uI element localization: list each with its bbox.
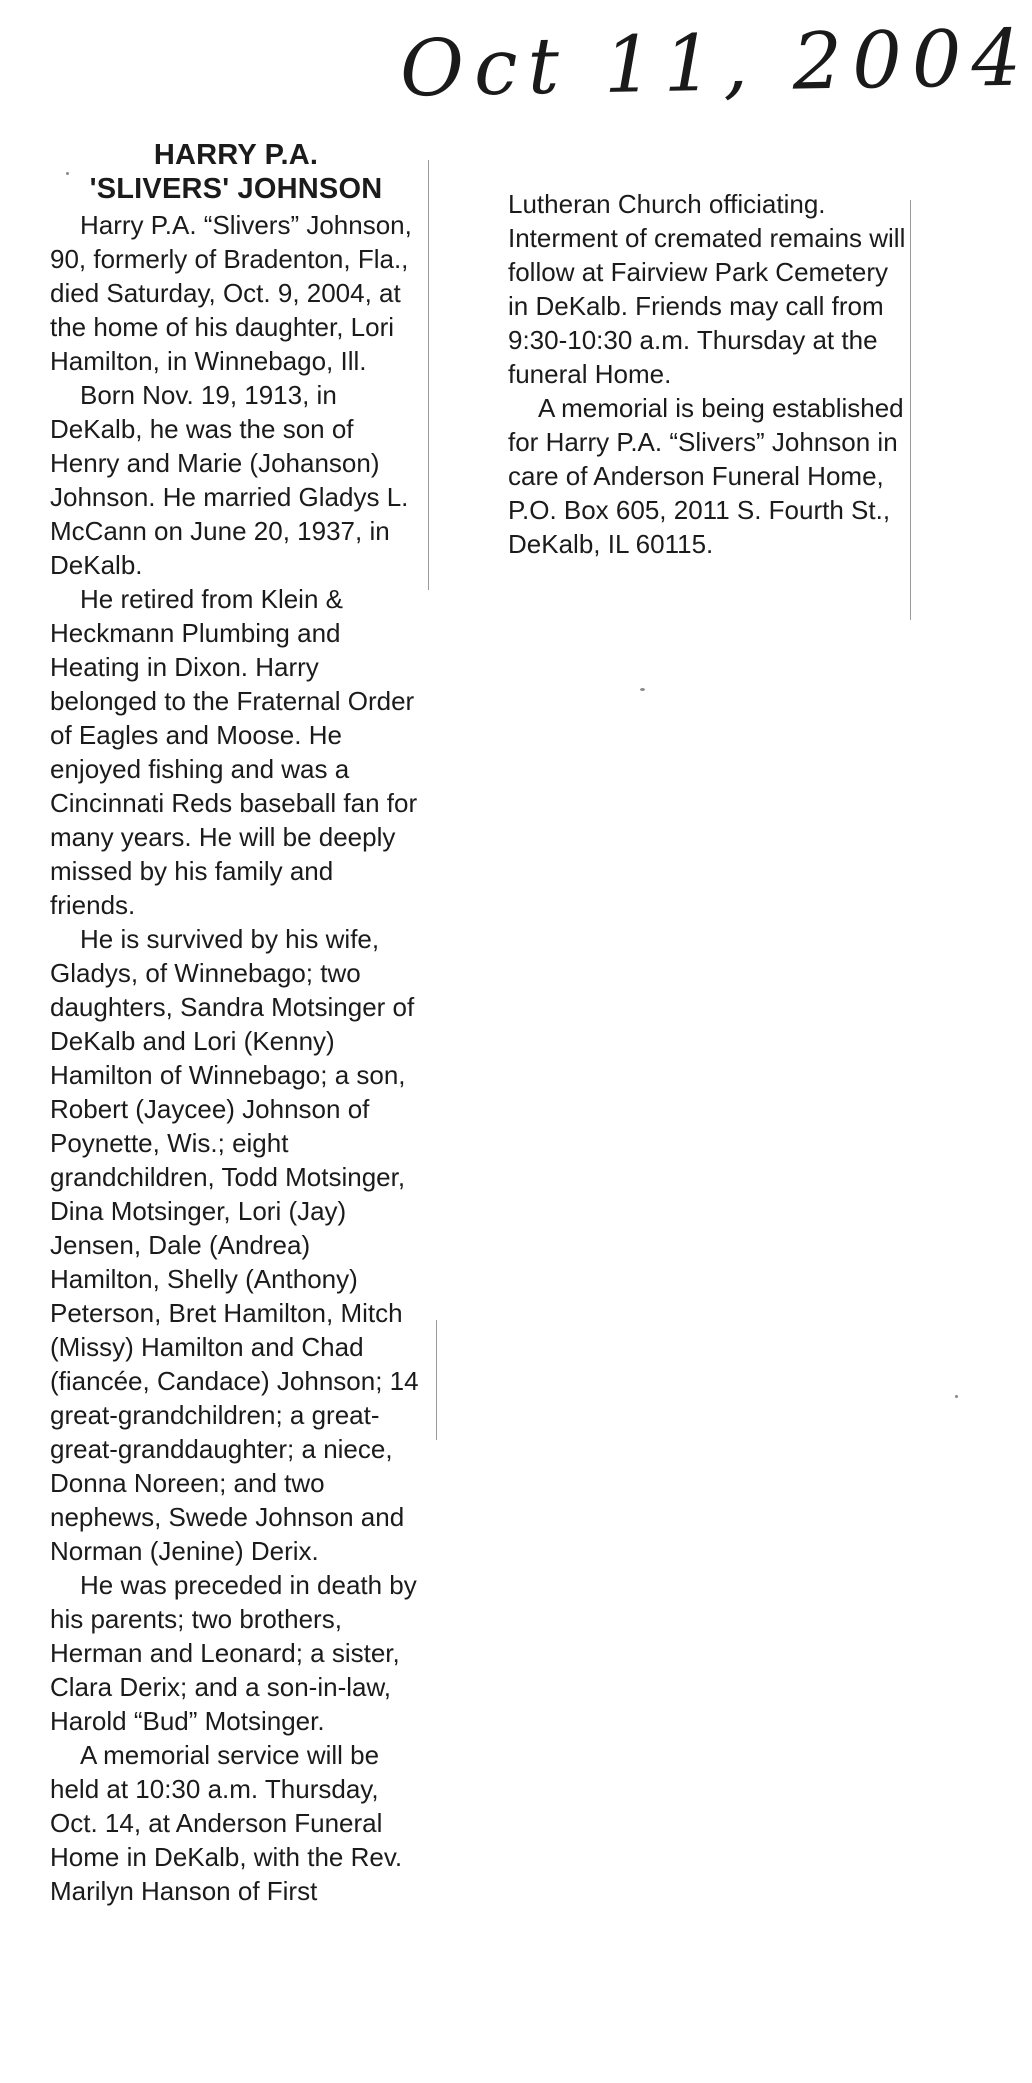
obituary-column-right: [508, 187, 906, 561]
handwritten-date: Oct 11, 2004: [399, 13, 1032, 115]
scan-speck: [955, 1395, 958, 1398]
paragraph-death-notice: Harry P.A. “Slivers” Johnson, 90, formerly of Bradenton, Fla., died Saturday, Oct. 9, 2004, at the home of his daughter, Lori Hamilton, in Winnebago, Ill.: [50, 210, 412, 376]
headline-line-2: 'SLIVERS' JOHNSON: [89, 173, 383, 205]
column-divider: [910, 200, 911, 620]
column-divider: [428, 160, 429, 590]
scan-speck: [640, 688, 645, 691]
paragraph-memorial-fund: A memorial is being established for Harry P.A. “Slivers” Johnson in care of Anderson Funeral Home, P.O. Box 605, 2011 S. Fourth St., DeKalb, IL 60115.: [508, 393, 904, 559]
paragraph-birth-marriage: Born Nov. 19, 1913, in DeKalb, he was the son of Henry and Marie (Johanson) Johnson. He married Gladys L. McCann on June 20, 1937, in DeKalb.: [50, 380, 409, 580]
headline-line-1: HARRY P.A.: [153, 139, 319, 171]
paragraph-preceded: He was preceded in death by his parents; two brothers, Herman and Leonard; a sister, Clara Derix; and a son-in-law, Harold “Bud” Motsinger.: [50, 1570, 417, 1736]
paragraph-career-interests: He retired from Klein & Heckmann Plumbing and Heating in Dixon. Harry belonged to the Fraternal Order of Eagles and Moose. He enjoyed fishing and was a Cincinnati Reds baseball fan for many years. He will be deeply missed by his family and friends.: [50, 584, 418, 920]
obituary-column-left: [50, 138, 422, 1908]
paragraph-survivors: He is survived by his wife, Gladys, of Winnebago; two daughters, Sandra Motsinger of DeKalb and Lori (Kenny) Hamilton of Winnebago; a son, Robert (Jaycee) Johnson of Poynette, Wis.; eight grandchildren, Todd Motsinger, Dina Motsinger, Lori (Jay) Jensen, Dale (Andrea) Hamilton, Shelly (Anthony) Peterson, Bret Hamilton, Mitch (Missy) Hamilton and Chad (fiancée, Candace) Johnson; 14 great-grandchildren; a great-great-granddaughter; a niece, Donna Noreen; and two nephews, Swede Johnson and Norman (Jenine) Derix.: [50, 924, 419, 1566]
paragraph-service: A memorial service will be held at 10:30 a.m. Thursday, Oct. 14, at Anderson Funeral Home in DeKalb, with the Rev. Marilyn Hanson of First: [50, 1740, 403, 1906]
obituary-headline: [50, 138, 422, 206]
paragraph-service-continued: Lutheran Church officiating. Interment of cremated remains will follow at Fairview Park Cemetery in DeKalb. Friends may call from 9:30-10:30 a.m. Thursday at the funeral Home.: [508, 189, 906, 389]
column-divider: [436, 1320, 437, 1440]
